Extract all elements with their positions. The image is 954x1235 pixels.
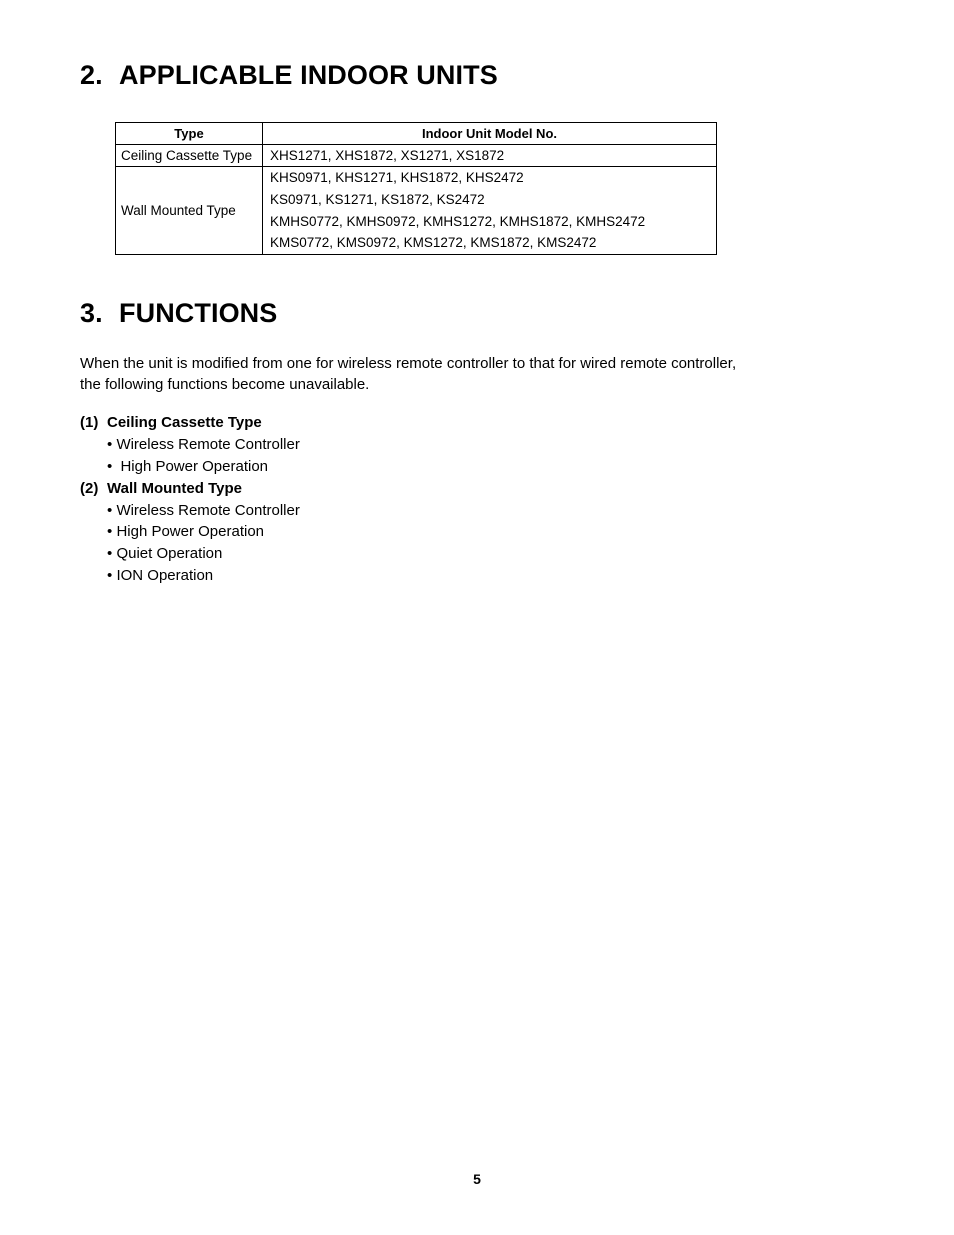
table-row bbox=[116, 167, 717, 255]
model-line: KMS0772, KMS0972, KMS1272, KMS1872, KMS2472 bbox=[270, 235, 597, 251]
section-2-number: 2. bbox=[80, 60, 103, 90]
group-number: (1) bbox=[80, 414, 99, 431]
list-item bbox=[80, 500, 300, 522]
item-label: ION Operation bbox=[116, 567, 214, 585]
bullet-icon: • bbox=[107, 435, 113, 453]
bullet-icon: • bbox=[107, 523, 113, 541]
bullet-icon: • bbox=[107, 457, 113, 475]
group-title: Wall Mounted Type bbox=[107, 479, 242, 497]
model-line: KS0971, KS1271, KS1872, KS2472 bbox=[270, 191, 485, 207]
header-model-no: Indoor Unit Model No. bbox=[263, 123, 717, 145]
page-number: 5 bbox=[473, 1171, 481, 1187]
section-2-title: APPLICABLE INDOOR UNITS bbox=[119, 60, 498, 90]
item-label: Wireless Remote Controller bbox=[116, 435, 300, 453]
indoor-units-table bbox=[115, 122, 717, 255]
group-heading-wall-mounted bbox=[80, 478, 300, 500]
functions-list bbox=[80, 412, 300, 587]
list-item bbox=[80, 543, 300, 565]
group-number: (2) bbox=[80, 479, 99, 497]
section-2-heading bbox=[80, 60, 498, 91]
group-heading-ceiling-cassette bbox=[80, 412, 300, 434]
bullet-icon: • bbox=[107, 501, 113, 519]
item-label: Wireless Remote Controller bbox=[116, 501, 300, 519]
list-item bbox=[80, 434, 300, 456]
item-label: High Power Operation bbox=[116, 523, 265, 541]
list-item bbox=[80, 456, 300, 478]
row-type-ceiling-cassette: Ceiling Cassette Type bbox=[116, 145, 263, 167]
item-label: High Power Operation bbox=[120, 457, 269, 475]
group-title: Ceiling Cassette Type bbox=[107, 414, 262, 431]
intro-line: the following functions become unavailable. bbox=[80, 376, 370, 393]
row-type-wall-mounted: Wall Mounted Type bbox=[116, 167, 263, 255]
table-header-row bbox=[116, 123, 717, 145]
table-row bbox=[116, 145, 717, 167]
model-line: KMHS0772, KMHS0972, KMHS1272, KMHS1872, KMHS2472 bbox=[270, 213, 646, 229]
row-models-ceiling-cassette bbox=[263, 145, 717, 167]
model-line: KHS0971, KHS1271, KHS1872, KHS2472 bbox=[270, 170, 524, 185]
list-item bbox=[80, 521, 300, 543]
model-line: XHS1271, XHS1872, XS1271, XS1872 bbox=[270, 148, 505, 163]
header-type: Type bbox=[116, 123, 263, 145]
section-3-title: FUNCTIONS bbox=[119, 298, 278, 328]
row-models-wall-mounted bbox=[263, 167, 717, 255]
item-label: Quiet Operation bbox=[116, 545, 223, 563]
functions-intro bbox=[80, 353, 800, 395]
bullet-icon: • bbox=[107, 545, 113, 563]
bullet-icon: • bbox=[107, 567, 113, 585]
intro-line: When the unit is modified from one for wireless remote controller to that for wired remote controller, bbox=[80, 355, 737, 372]
list-item bbox=[80, 565, 300, 587]
section-3-heading bbox=[80, 298, 277, 329]
section-3-number: 3. bbox=[80, 298, 103, 328]
